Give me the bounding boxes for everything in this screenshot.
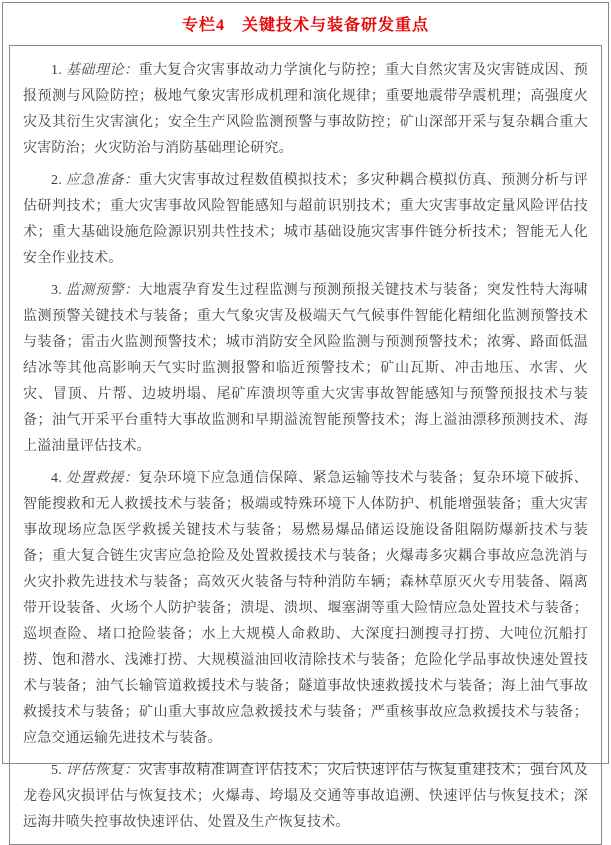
paragraph-text: 重大复合灾害事故动力学演化与防控；重大自然灾害及灾害链成因、预报预测与风险防控；极地气象灾害形成机理和演化规律；重要地震带孕震机理；高强度火灾及其衍生灾害演化；安全生产风险监测预警与事故防控；矿山深部开采与复杂耦合重大灾害防治；火灾防治与消防基础理论研究。 xyxy=(23,63,589,156)
box-title: 专栏4 关键技术与装备研发重点 xyxy=(181,17,429,34)
paragraph-label: 应急准备： xyxy=(65,173,139,188)
paragraph-emergency-preparedness xyxy=(23,168,588,272)
paragraph-label: 基础理论： xyxy=(65,63,139,78)
paragraph-monitoring-warning xyxy=(23,278,588,460)
paragraph-basic-theory xyxy=(23,58,588,162)
paragraph-text: 重大灾害事故过程数值模拟技术；多灾种耦合模拟仿真、预测分析与评估研判技术；重大灾害事故风险智能感知与超前识别技术；重大灾害事故定量风险评估技术；重大基础设施危险源识别共性技术；城市基础设施灾害事件链分析技术；智能无人化安全作业技术。 xyxy=(23,173,589,266)
paragraph-text: 大地震孕育发生过程监测与预测预报关键技术与装备；突发性特大海啸监测预警关键技术与装备；重大气象灾害及极端天气气候事件智能化精细化监测预警技术与装备；雷击火监测预警技术；城市消防安全风险监测与预测预警技术；浓雾、路面低温结冰等其他高影响天气实时监测报警和临近预警技术；矿山瓦斯、冲击地压、水害、火灾、冒顶、片帮、边坡坍塌、尾矿库溃坝等重大灾害事故智能感知与预警预报技术与装备；油气开采平台重特大事故监测和早期溢流智能预警技术；海上溢油漂移预测技术、海上溢油量评估技术。 xyxy=(23,283,589,454)
paragraph-text: 灾害事故精准调查评估技术；灾后快速评估与恢复重建技术；强台风及龙卷风灾损评估与恢复技术；火爆毒、垮塌及交通等事故追溯、快速评估与恢复技术；深远海井喷失控事故快速评估、处置及生产恢复技术。 xyxy=(23,763,589,830)
paragraph-number: 3. xyxy=(51,283,66,298)
paragraph-text: 复杂环境下应急通信保障、紧急运输等技术与装备；复杂环境下破拆、智能搜救和无人救援技术与装备；极端或特殊环境下人体防护、机能增强装备；重大灾害事故现场应急医学救援关键技术与装备；易燃易爆品储运设施设备阻隔防爆新技术与装备；重大复合链生灾害应急抢险及处置救援技术与装备；火爆毒多灾耦合事故应急洗消与火灾扑救先进技术与装备；高效灭火装备与特种消防车辆；森林草原灭火专用装备、隔离带开设装备、火场个人防护装备；溃堤、溃坝、堰塞湖等重大险情应急处置技术与装备；巡坝查险、堵口抢险装备；水上大规模人命救助、大深度扫测搜寻打捞、大吨位沉船打捞、饱和潜水、浅滩打捞、大规模溢油回收清除技术与装备；危险化学品事故快速处置技术与装备；油气长输管道救援技术与装备；隧道事故快速救援技术与装备；海上油气事故救援技术与装备；矿山重大事故应急救援技术与装备；严重核事故应急救援技术与装备；应急交通运输先进技术与装备。 xyxy=(23,471,589,746)
paragraph-assessment-recovery xyxy=(23,758,588,836)
paragraph-number: 2. xyxy=(51,173,66,188)
paragraph-label: 处置救援： xyxy=(65,471,139,486)
paragraph-label: 评估恢复： xyxy=(65,763,139,778)
paragraph-label: 监测预警： xyxy=(65,283,139,298)
paragraph-number: 1. xyxy=(51,63,66,78)
document-box xyxy=(2,2,609,830)
box-content xyxy=(9,45,602,845)
paragraph-number: 5. xyxy=(51,763,66,778)
paragraph-number: 4. xyxy=(51,471,66,486)
paragraph-disposal-rescue xyxy=(23,466,588,752)
